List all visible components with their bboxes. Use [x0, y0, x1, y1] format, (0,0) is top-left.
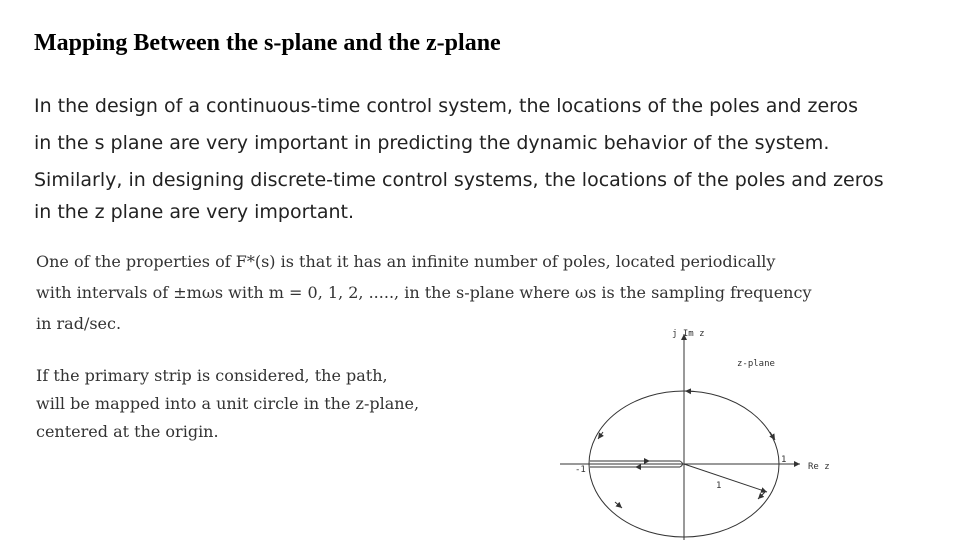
poles-line-1: One of the properties of F*(s) is that it has an infinite number of poles, located periodically [36, 252, 776, 271]
re-axis-label: Re z [808, 462, 830, 472]
circle-arrow-top [685, 391, 695, 392]
mapping-paragraph [36, 362, 536, 446]
intro-line-2: in the s plane are very important in predicting the dynamic behavior of the system. [34, 132, 830, 154]
poles-line-2: with intervals of ±mωs with m = 0, 1, 2, ....., in the s-plane where ωs is the sampling frequency [36, 283, 812, 302]
intro-line-4: in the z plane are very important. [34, 201, 355, 223]
intro-line-3: Similarly, in designing discrete-time control systems, the locations of the poles and zeros [34, 169, 884, 191]
radius-label: 1 [716, 481, 722, 491]
im-axis-label: j Im z [672, 329, 705, 339]
mapping-line-1: If the primary strip is considered, the path, [36, 366, 388, 385]
poles-line-3: in rad/sec. [36, 314, 122, 333]
circle-arrow-left-lower [615, 502, 622, 508]
pos-one-label: 1 [781, 455, 787, 465]
z-plane-diagram [545, 322, 845, 540]
mapping-line-3: centered at the origin. [36, 422, 219, 441]
radius-line [684, 464, 767, 492]
plane-label: z-plane [737, 359, 775, 369]
circle-arrow-right-upper [770, 432, 775, 440]
circle-arrow-left-upper [598, 432, 603, 439]
page-title: Mapping Between the s-plane and the z-plane [34, 30, 501, 56]
neg-one-label: -1 [575, 465, 586, 475]
intro-paragraph [34, 88, 944, 231]
mapping-line-2: will be mapped into a unit circle in the z-plane, [36, 394, 420, 413]
circle-arrow-right-lower [758, 492, 765, 499]
intro-line-1: In the design of a continuous-time control system, the locations of the poles and zeros [34, 95, 859, 117]
